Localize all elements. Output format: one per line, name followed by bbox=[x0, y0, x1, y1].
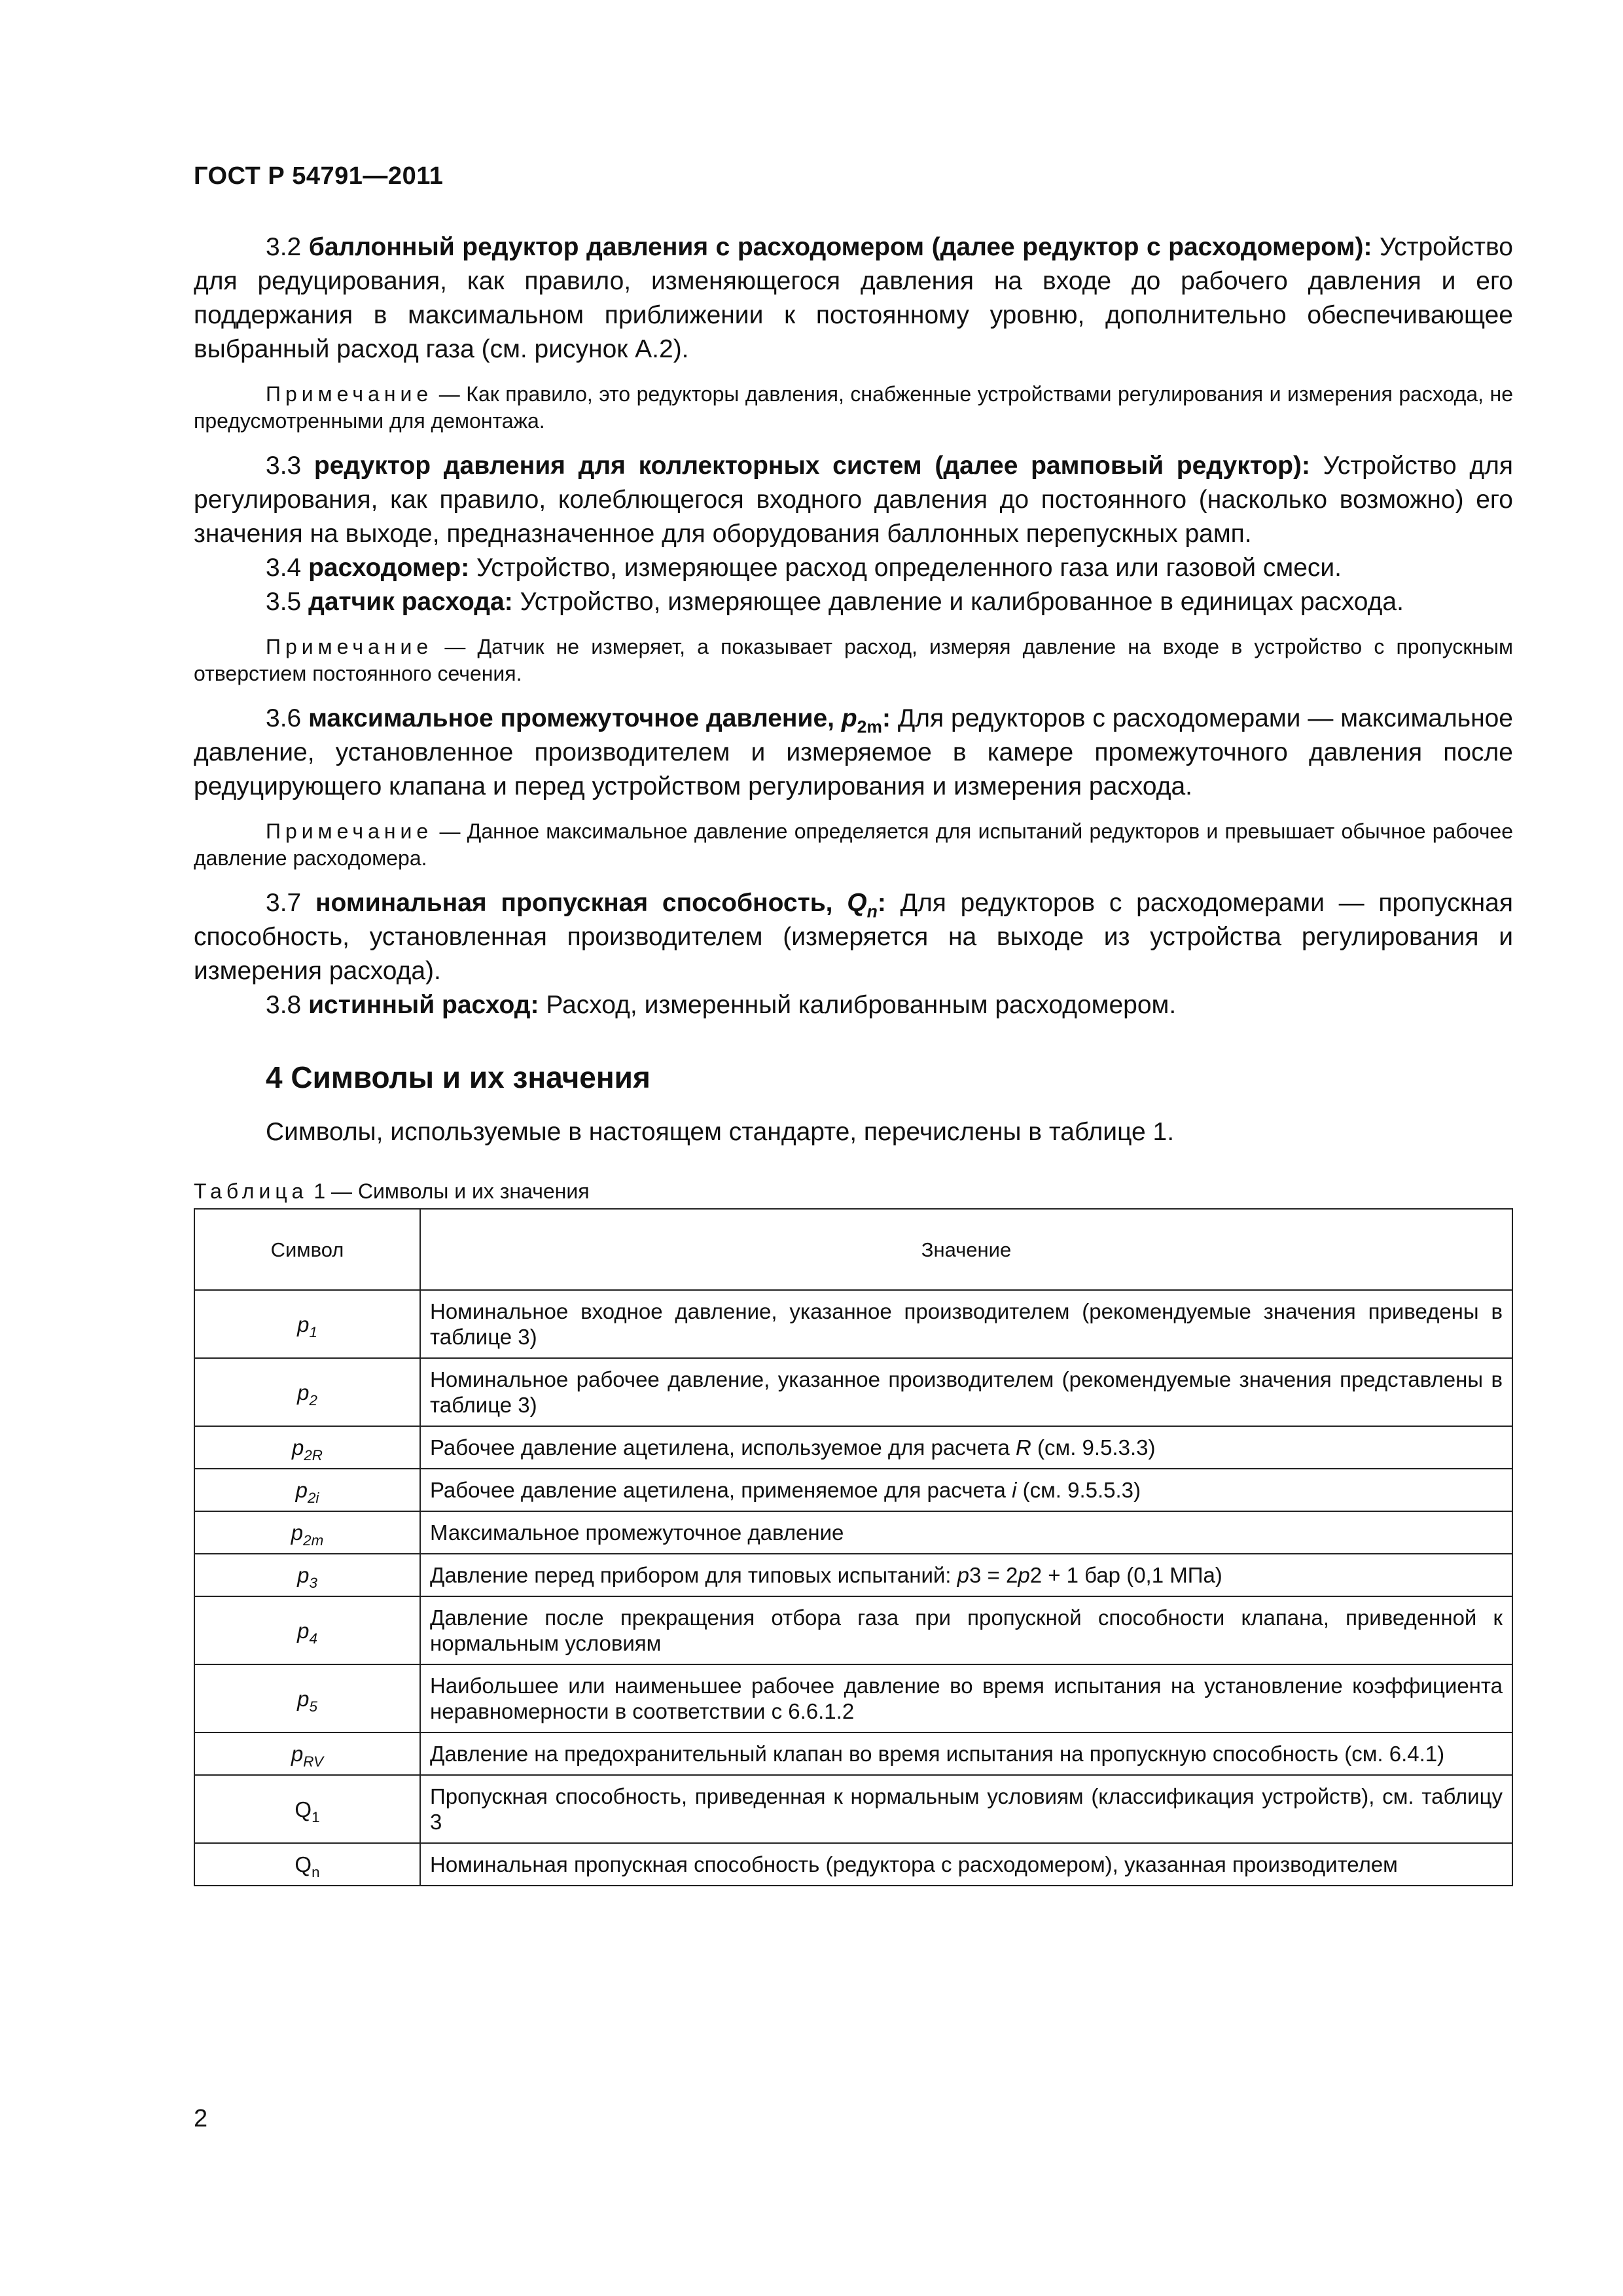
table-caption: Таблица 1 — Символы и их значения bbox=[194, 1179, 590, 1203]
note-2: Примечание — Датчик не измеряет, а показывает расход, измеряя давление на входе в устройство с пропускным отверстием постоянного сечения. bbox=[194, 635, 1514, 685]
note-3: Примечание — Данное максимальное давление определяется для испытаний редукторов и превышает обычное рабочее давление расходомера. bbox=[194, 819, 1514, 870]
symbol-cell: $p_1$ bbox=[194, 1290, 420, 1358]
table-row bbox=[194, 1290, 1512, 1358]
table-row bbox=[194, 1732, 1512, 1775]
definition-3-3: 3.3 редуктор давления для коллекторных систем (далее рамповый редуктор): Устройство для регулирования, как правило, колеблющегося входного давления до постоянного (насколько возможно) его значения на выходе, предназначенное для оборудования баллонных перепускных рамп. bbox=[194, 452, 1514, 548]
symbol-cell: $p_5$ bbox=[194, 1664, 420, 1732]
document-header: ГОСТ Р 54791—2011 bbox=[194, 162, 444, 190]
symbol-cell: $p_{2i}$ bbox=[194, 1469, 420, 1511]
meaning-cell: Рабочее давление ацетилена, применяемое для расчета i (см. 9.5.5.3) bbox=[420, 1469, 1512, 1511]
table-row bbox=[194, 1426, 1512, 1469]
symbol-cell: $Q_1$ bbox=[194, 1775, 420, 1843]
page-number: 2 bbox=[194, 2105, 208, 2132]
column-header-symbol: Символ bbox=[194, 1209, 420, 1290]
table-row bbox=[194, 1596, 1512, 1664]
symbol-cell: $p_4$ bbox=[194, 1596, 420, 1664]
meaning-cell: Номинальное входное давление, указанное производителем (рекомендуемые значения приведены в таблице 3) bbox=[420, 1290, 1512, 1358]
meaning-cell: Давление после прекращения отбора газа при пропускной способности клапана, приведенной к нормальным условиям bbox=[420, 1596, 1512, 1664]
symbol-cell: $p_2$ bbox=[194, 1358, 420, 1426]
table-row bbox=[194, 1554, 1512, 1596]
section-4-heading: 4 Символы и их значения bbox=[266, 1060, 651, 1094]
definition-3-8: 3.8 истинный расход: Расход, измеренный калиброванным расходомером. bbox=[266, 991, 1177, 1019]
meaning-cell: Номинальное рабочее давление, указанное производителем (рекомендуемые значения представлены в таблице 3) bbox=[420, 1358, 1512, 1426]
table-row bbox=[194, 1469, 1512, 1511]
definition-3-4: 3.4 расходомер: Устройство, измеряющее расход определенного газа или газовой смеси. bbox=[266, 554, 1342, 582]
definition-3-7: 3.7 номинальная пропускная способность, $Q_n$: Для редукторов с расходомерами — пропускная способность, установленная производителем (измеряется на выходе из устройства регулирования и измерения расхода). bbox=[194, 889, 1513, 985]
definition-3-5: 3.5 датчик расхода: Устройство, измеряющее давление и калиброванное в единицах расхода. bbox=[266, 588, 1404, 616]
table-row bbox=[194, 1511, 1512, 1554]
symbol-cell: $p_{2m}$ bbox=[194, 1511, 420, 1554]
symbol-cell: $p_3$ bbox=[194, 1554, 420, 1596]
note-1: Примечание — Как правило, это редукторы давления, снабженные устройствами регулирования и измерения расхода, не предусмотренными для демонтажа. bbox=[194, 382, 1514, 433]
meaning-cell: Пропускная способность, приведенная к нормальным условиям (классификация устройств), см. таблицу 3 bbox=[420, 1775, 1512, 1843]
meaning-cell: Давление перед прибором для типовых испытаний: p3 = 2p2 + 1 бар (0,1 МПа) bbox=[420, 1554, 1512, 1596]
meaning-cell: Максимальное промежуточное давление bbox=[420, 1511, 1512, 1554]
symbol-cell: $Q_n$ bbox=[194, 1843, 420, 1886]
table-header-row bbox=[194, 1209, 1512, 1290]
meaning-cell: Рабочее давление ацетилена, используемое для расчета R (см. 9.5.3.3) bbox=[420, 1426, 1512, 1469]
definition-3-2: 3.2 баллонный редуктор давления с расходомером (далее редуктор с расходомером): Устройство для редуцирования, как правило, изменяющегося давления на входе до рабочего давления и его поддержания в максимальном приближении к постоянному уровню, дополнительно обеспечивающее выбранный расход газа (см. рисунок А.2). bbox=[194, 233, 1513, 363]
table-row bbox=[194, 1775, 1512, 1843]
symbol-cell: $p_{2R}$ bbox=[194, 1426, 420, 1469]
column-header-meaning: Значение bbox=[420, 1209, 1512, 1290]
meaning-cell: Номинальная пропускная способность (редуктора с расходомером), указанная производителем bbox=[420, 1843, 1512, 1886]
symbol-cell: $p_{RV}$ bbox=[194, 1732, 420, 1775]
table-row bbox=[194, 1843, 1512, 1886]
table-row bbox=[194, 1358, 1512, 1426]
page-content bbox=[194, 230, 1513, 1886]
section-4-intro: Символы, используемые в настоящем стандарте, перечислены в таблице 1. bbox=[266, 1118, 1175, 1146]
meaning-cell: Давление на предохранительный клапан во время испытания на пропускную способность (см. 6.4.1) bbox=[420, 1732, 1512, 1775]
table-row bbox=[194, 1664, 1512, 1732]
definition-3-6: 3.6 максимальное промежуточное давление, $p_{2m}$: Для редукторов с расходомерами — максимальное давление, установленное производителем и измеряемое в камере промежуточного давления после редуцирующего клапана и перед устройством регулирования и измерения расхода. bbox=[194, 704, 1513, 800]
meaning-cell: Наибольшее или наименьшее рабочее давление во время испытания на установление коэффициента неравномерности в соответствии с 6.6.1.2 bbox=[420, 1664, 1512, 1732]
symbols-table bbox=[194, 1208, 1513, 1886]
